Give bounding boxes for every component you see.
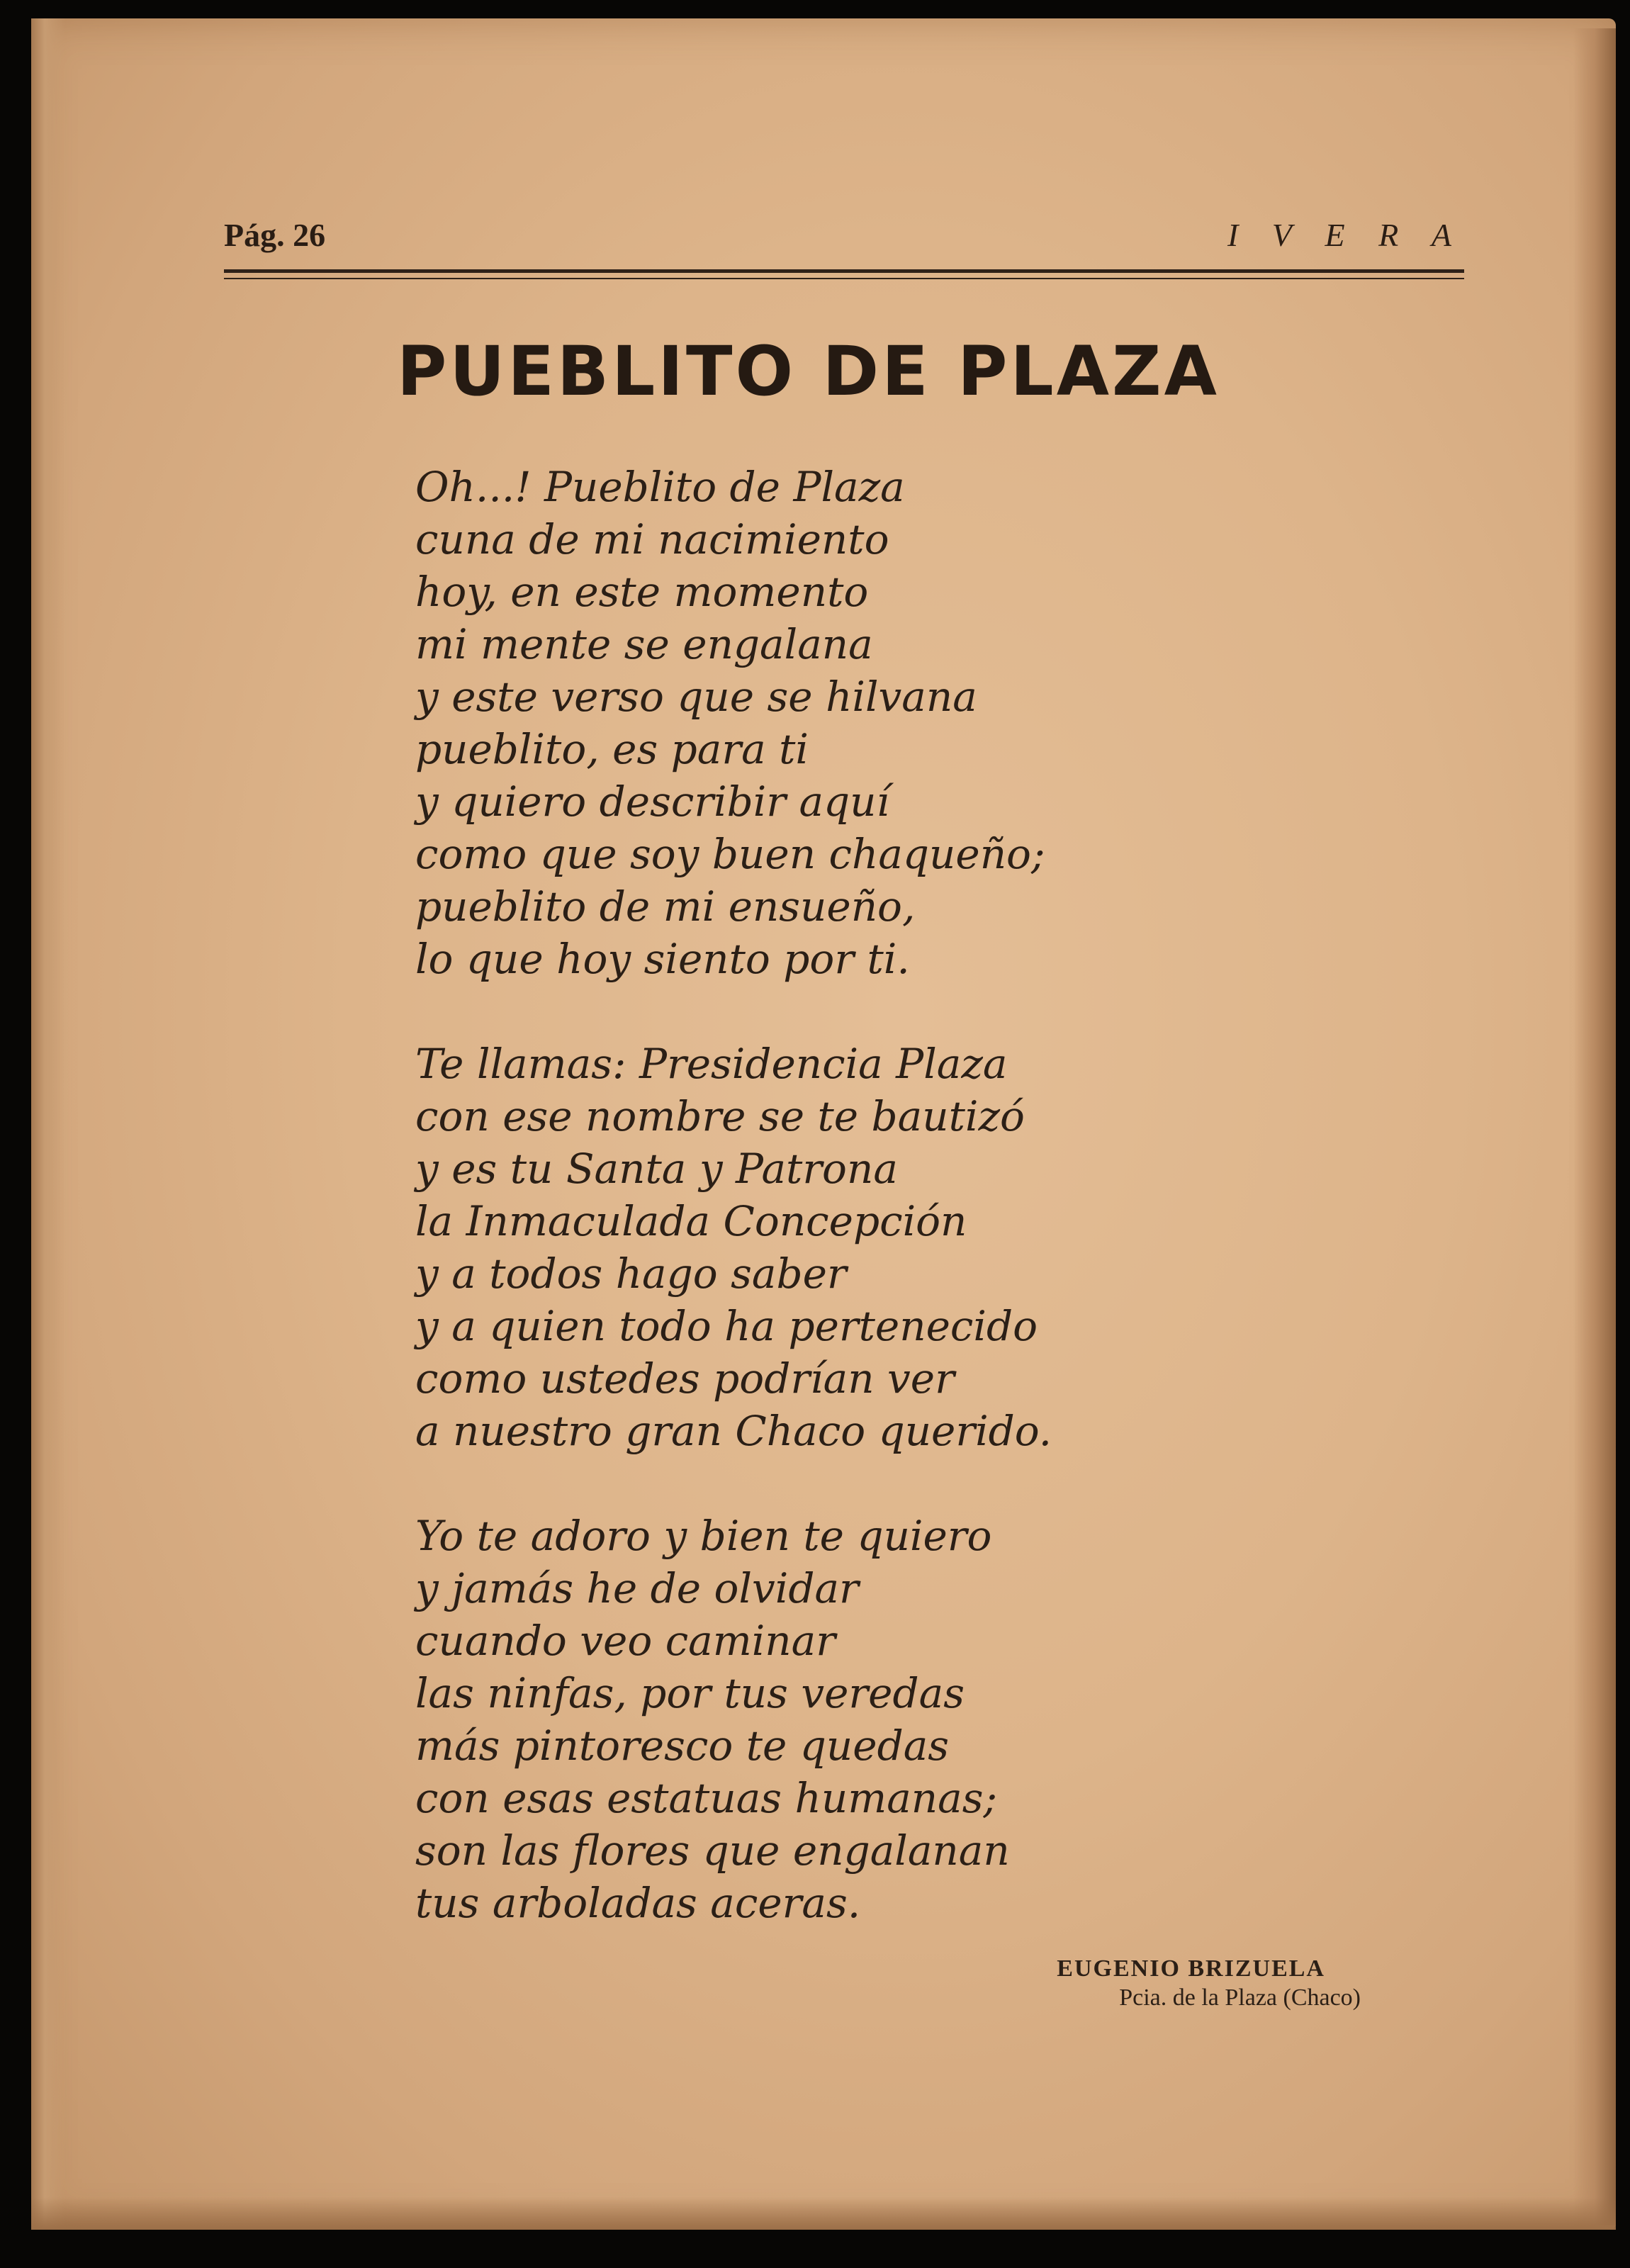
poem-line: cuando veo caminar [415, 1617, 836, 1665]
poem-line: cuna de mi nacimiento [415, 515, 889, 563]
poem-line: y jamás he de olvidar [415, 1564, 859, 1612]
page-number: Pág. 26 [224, 217, 326, 253]
poem-title: PUEBLITO DE PLAZA [397, 332, 1220, 411]
poem-line: y a quien todo ha pertenecido [415, 1302, 1038, 1350]
magazine-name: I V E R A [1227, 217, 1464, 253]
poem-body [415, 461, 1407, 1982]
header-rule-thick [224, 269, 1464, 273]
page-right-edge [1573, 28, 1616, 2225]
author-place: Pcia. de la Plaza (Chaco) [1119, 1984, 1361, 2011]
poem-line: y a todos hago saber [415, 1250, 847, 1298]
poem-line: tus arboladas aceras. [415, 1879, 861, 1927]
poem-line: lo que hoy siento por ti. [415, 935, 910, 983]
page-bottom-edge [31, 2197, 1616, 2230]
poem-line: Yo te adoro y bien te quiero [415, 1512, 992, 1560]
poem-line: y quiero describir aquí [415, 777, 890, 826]
poem-line: hoy, en este momento [415, 568, 869, 616]
poem-line: mi mente se engalana [415, 620, 873, 668]
author-name: EUGENIO BRIZUELA [1057, 1955, 1325, 1982]
signature-block [964, 1955, 1361, 2013]
poem-line: Oh...! Pueblito de Plaza [415, 463, 905, 511]
page-binding-fold [31, 18, 65, 2230]
poem-line: y es tu Santa y Patrona [415, 1145, 898, 1193]
header-rule-thin [224, 278, 1464, 279]
poem-line: como que soy buen chaqueño; [415, 830, 1045, 878]
poem-stanza [415, 1038, 1407, 1457]
poem-line: con ese nombre se te bautizó [415, 1092, 1025, 1140]
poem-line: son las flores que engalanan [415, 1826, 1010, 1875]
poem-line: la Inmaculada Concepción [415, 1197, 967, 1245]
page-header [224, 216, 1464, 259]
poem-line: y este verso que se hilvana [415, 673, 977, 721]
poem-line: pueblito de mi ensueño, [415, 882, 916, 931]
poem-line: con esas estatuas humanas; [415, 1774, 998, 1822]
poem-line: las ninfas, por tus veredas [415, 1669, 965, 1717]
poem-line: más pintoresco te quedas [415, 1722, 950, 1770]
poem-line: Te llamas: Presidencia Plaza [415, 1040, 1008, 1088]
poem-line: a nuestro gran Chaco querido. [415, 1407, 1052, 1455]
poem-line: como ustedes podrían ver [415, 1354, 955, 1403]
poem-stanza [415, 461, 1407, 985]
poem-line: pueblito, es para ti [415, 725, 809, 773]
poem-stanza [415, 1510, 1407, 1929]
